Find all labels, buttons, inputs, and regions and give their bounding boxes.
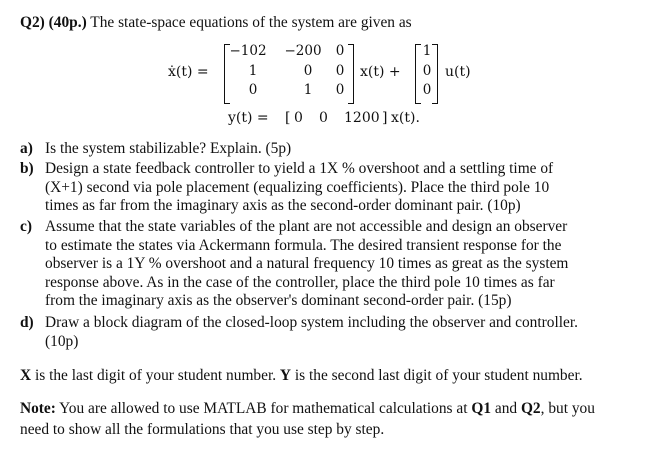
var-x-text: is the last digit of your student number. [31,367,280,384]
question-text [45,218,632,311]
question-item-c [20,218,632,314]
question-line: from the imaginary axis as the observer's dominant second-order pair. (15p) [45,292,512,309]
question-line: observer is a 1Y % overshoot and a natural frequency 10 times as great as the system [45,255,569,272]
c-cell: 0 [294,110,303,126]
output-lhs: y(t) = [228,110,269,126]
question-intro: The state-space equations of the system are given as [90,14,412,31]
state-mid: x(t) + [360,64,401,80]
note-line-1 [20,398,634,419]
note-label: Note: [20,400,56,417]
state-rhs: u(t) [445,64,471,80]
question-line: Design a state feedback controller to yield a 1X % overshoot and a settling time of [45,160,554,177]
var-y: Y [279,367,292,384]
matrix-a-cell: 0 [335,43,345,59]
question-item-b [20,160,632,218]
question-line: times as far from the imaginary axis as the second-order dominant pair. (10p) [45,197,521,214]
matrix-a-cell: 1 [248,63,258,79]
question-line: to estimate the states via Ackermann formula. The desired transient response for the [45,236,562,254]
state-lhs: ẋ(t) = [168,64,209,80]
matrix-a-cell: 1 [303,82,313,98]
question-item-d [20,314,632,354]
question-line: response above. As in the case of the controller, place the third pole 10 times as far [45,273,555,291]
var-y-text: is the second last digit of your student number. [291,367,583,384]
matrix-a-cell: 0 [303,63,313,79]
matrix-a-cell: 0 [335,82,345,98]
note-q1: Q1 [471,400,492,417]
question-text [45,160,632,216]
question-label: a) [20,140,33,157]
matrix-b-cell: 0 [422,82,432,98]
question-line: (X+1) second via pole placement (equalizing coefficients). Place the third pole 10 [45,178,550,196]
note-and: and [491,400,521,417]
c-left-bracket: [ [285,110,291,126]
variable-definition [20,366,634,386]
question-header [20,14,412,32]
c-cell: 1200 [344,110,380,126]
question-points: (40p.) [48,14,87,31]
c-right-bracket: ] [382,110,388,126]
question-line: Assume that the state variables of the plant are not accessible and design an observer [45,218,568,235]
question-number: Q2) [20,14,45,31]
question-label: d) [20,314,34,331]
matrix-b-cell: 0 [422,63,432,79]
note-line-2: need to show all the formulations that you use step by step. [20,421,385,438]
matrix-a-cell: 0 [248,82,258,98]
output-rhs: x(t). [391,110,420,126]
note-text-b: , but you [540,400,595,417]
question-label: c) [20,218,32,235]
matrix-a-cell: −200 [284,43,322,59]
question-label: b) [20,160,34,177]
var-x: X [20,367,32,384]
matrix-a-cell: −102 [229,43,267,59]
note-q2: Q2 [520,400,541,417]
question-line: (10p) [45,332,79,350]
question-text [45,140,632,159]
question-line: Draw a block diagram of the closed-loop system including the observer and controller. [45,314,578,331]
question-text [45,314,632,351]
c-cell: 0 [319,110,328,126]
question-line: Is the system stabilizable? Explain. (5p) [45,140,292,157]
note-text-a: You are allowed to use MATLAB for mathematical calculations at [55,400,472,417]
question-item-a [20,140,632,160]
matrix-b-cell: 1 [422,43,432,59]
note-paragraph [20,398,634,440]
matrix-a-cell: 0 [335,63,345,79]
